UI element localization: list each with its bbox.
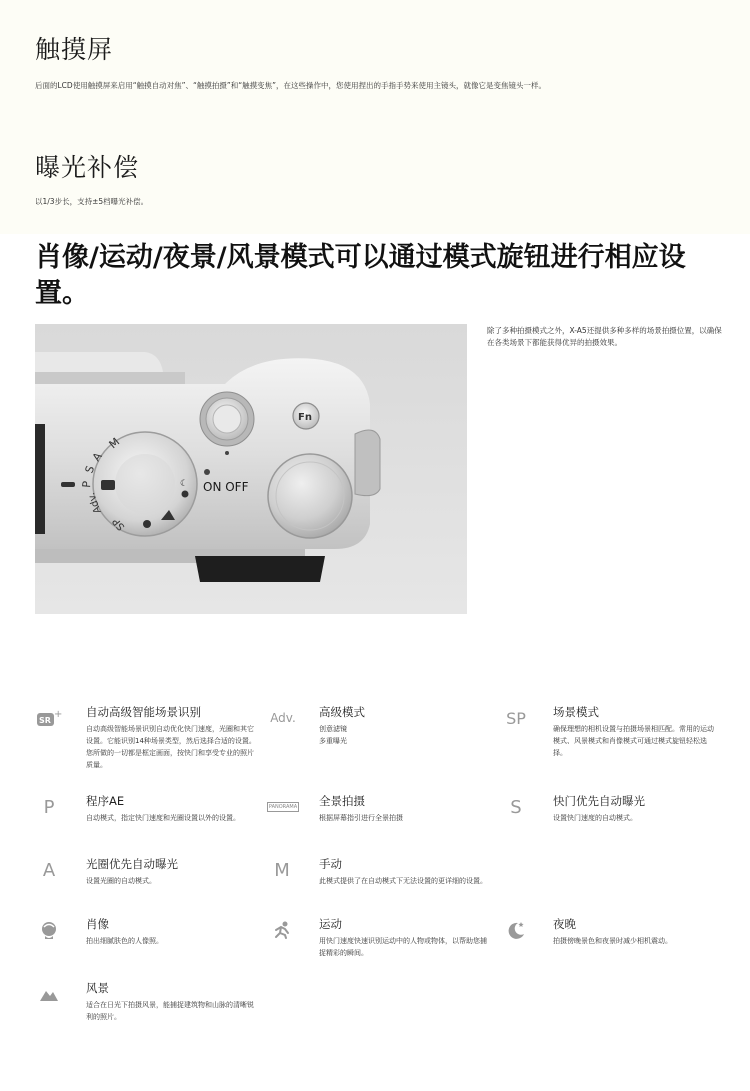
mode-advanced — [268, 704, 498, 764]
portrait-icon — [35, 916, 63, 944]
mode-auto-sr — [35, 704, 265, 784]
touch-title: 触摸屏 — [35, 35, 114, 64]
dial-label-m: M — [106, 435, 123, 452]
mode-text: 根据屏幕指引进行全景拍摄 — [319, 814, 403, 822]
s-icon: S — [510, 796, 522, 818]
mode-name: 运动 — [319, 917, 342, 931]
mode-portrait — [35, 916, 265, 966]
night-icon — [502, 916, 530, 944]
mode-text: 自动模式，指定快门速度和光圈设置以外的设置。 — [86, 814, 240, 822]
mode-text: 创意滤镜 多重曝光 — [319, 725, 347, 745]
mode-panorama — [268, 793, 498, 843]
mode-name: 高级模式 — [319, 705, 365, 719]
mode-text: 适合在日光下拍摄风景，能捕捉建筑物和山脉的清晰锐利的照片。 — [86, 1001, 254, 1021]
exposure-title: 曝光补偿 — [35, 153, 140, 182]
mode-text: 此模式提供了在自动模式下无法设置的更详细的设置。 — [319, 877, 487, 885]
mode-sports — [268, 916, 498, 966]
a-icon: A — [42, 859, 56, 881]
mode-name: 手动 — [319, 857, 342, 871]
mode-shutter-priority — [502, 793, 732, 843]
mode-manual — [268, 856, 498, 906]
svg-text:SR: SR — [39, 716, 51, 725]
p-icon: P — [43, 796, 55, 818]
photo-desc: 除了多种拍摄模式之外，X-A5还提供多种多样的场景拍摄位置，以确保在各类场景下都能获得优异的拍摄效果。 — [487, 326, 722, 347]
mode-text: 拍出细腻肤色的人像照。 — [86, 937, 163, 945]
modes-section-title: 肖像/运动/夜景/风景模式可以通过模式旋钮进行相应设置。 — [35, 242, 686, 309]
sr-plus-icon — [35, 704, 63, 732]
mode-landscape — [35, 980, 265, 1030]
mode-scene — [502, 704, 732, 774]
camera-photo — [35, 324, 467, 614]
mode-name: 快门优先自动曝光 — [553, 794, 645, 808]
dial-label-s: S — [82, 464, 98, 476]
mode-name: 夜晚 — [553, 917, 576, 931]
mode-name: 程序AE — [86, 794, 125, 808]
dial-label-a: A — [89, 450, 105, 464]
mode-text: 确保理想的相机设置与拍摄场景相匹配。常用的运动模式、风景模式和肖像模式可通过模式旋钮轻松选择。 — [553, 725, 714, 757]
on-off-label: ON OFF — [203, 480, 249, 494]
dial-label-p: P — [80, 480, 94, 489]
mode-name: 光圈优先自动曝光 — [86, 857, 178, 871]
panorama-icon: PANORAMA — [268, 804, 298, 810]
adv-icon: Adv. — [270, 711, 296, 725]
exposure-desc: 以1/3步长，支持±5档曝光补偿。 — [35, 197, 149, 206]
mode-name: 肖像 — [86, 917, 109, 931]
svg-text:+: + — [54, 709, 63, 720]
mode-name: 风景 — [86, 981, 109, 995]
dial-label-sp: SP — [110, 515, 128, 533]
mode-text: 设置光圈的自动模式。 — [86, 877, 156, 885]
mode-text: 拍摄傍晚景色和夜景时减少相机震动。 — [553, 937, 672, 945]
svg-text:☾: ☾ — [180, 479, 189, 489]
landscape-icon — [35, 980, 63, 1008]
mode-name: 自动高级智能场景识别 — [86, 705, 201, 719]
fn-label: Fn — [298, 412, 312, 423]
mode-night — [502, 916, 732, 966]
mode-name: 场景模式 — [553, 705, 599, 719]
mode-aperture-priority — [35, 856, 265, 906]
sp-icon: SP — [506, 708, 526, 728]
m-icon: M — [274, 859, 290, 881]
touch-desc: 后面的LCD使用触摸屏来启用“触摸自动对焦”、“触摸拍摄”和“触摸变焦”，在这些操作中，您使用捏出的手指手势来使用主镜头，就像它是变焦镜头一样。 — [35, 81, 546, 90]
mode-program — [35, 793, 265, 843]
sports-icon — [268, 916, 296, 944]
mode-text: 设置快门速度的自动模式。 — [553, 814, 637, 822]
mode-text: 自动高级智能场景识别自动优化快门速度，光圈和其它设置。它能识别14种场景类型，然后选择合适的设置。您所做的一切都是框定画面，按快门和享受专业的照片质量。 — [86, 725, 256, 769]
mode-name: 全景拍摄 — [319, 794, 365, 808]
dial-label-adv: Adv. — [86, 490, 104, 515]
mode-text: 用快门速度快速识别运动中的人物或物体，以帮助您捕捉精彩的瞬间。 — [319, 937, 487, 957]
camera-illustration — [35, 324, 467, 614]
